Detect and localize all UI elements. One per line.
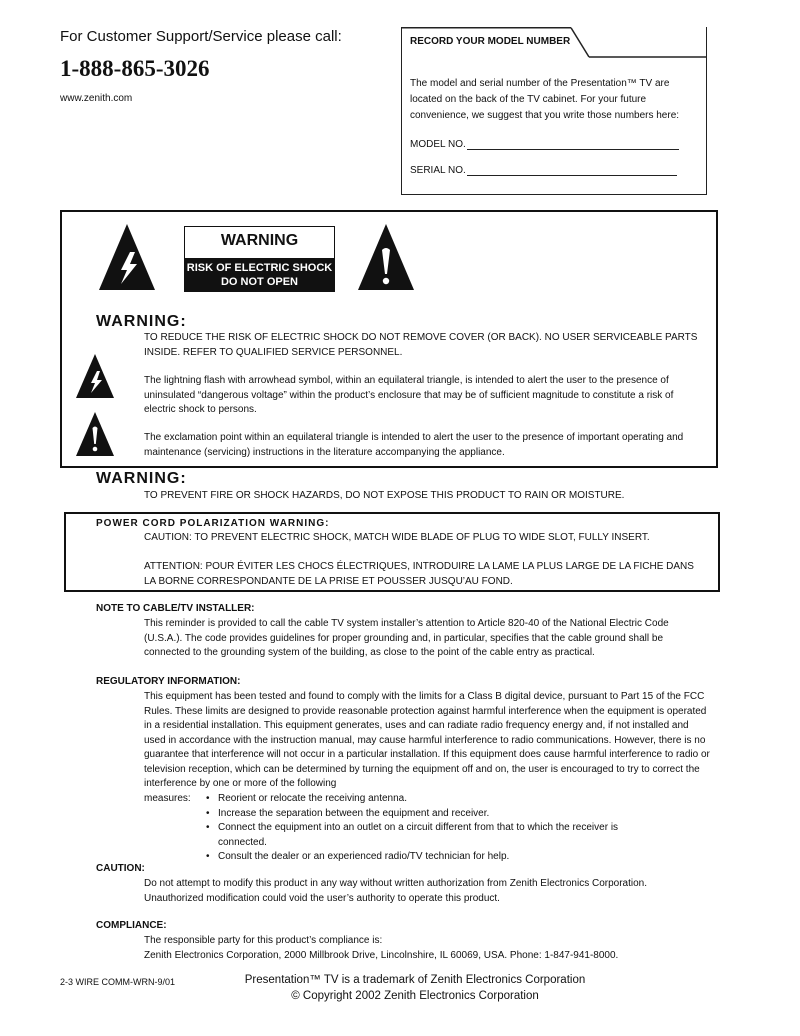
cable-note-text: This reminder is provided to call the cable TV system installer’s attention to Article 820-40 of the National Electric Code (U.S.A.). The code provides guidelines for proper grounding and, in particular, specifies that the cable ground shall be connected to the grounding system of the building, as close to the point of the cable entry as practical. (144, 618, 669, 658)
power-cord-heading: POWER CORD POLARIZATION WARNING: (96, 518, 330, 529)
serial-number-field[interactable] (410, 164, 677, 176)
exclamation-warning-icon (356, 222, 416, 292)
warning-heading: WARNING: (96, 313, 187, 330)
regulatory-text: This equipment has been tested and found to comply with the limits for a Class B digital device, pursuant to Part 15 of the FCC Rules. These limits are designed to provide reasonable protection against harmful interference when the equipment is operated in a residential installation. This equipment generates, uses and can radiate radio frequency energy and, if not installed and used in accordance with the instruction manual, may cause harmful interference to radio communications. However, there is no guarantee that interference will not occur in a particular installation. If this equipment does cause harmful interference to radio or television reception, which can be determined by turning the equipment off and on, the user is encouraged to try to correct the interference by one or more of the following (144, 691, 710, 789)
list-item: • Reorient or relocate the receiving antenna. (206, 792, 626, 807)
lightning-warning-icon-small (74, 352, 116, 400)
website-link[interactable]: www.zenith.com (60, 93, 133, 104)
measures-label: measures: (144, 793, 191, 804)
model-number-field[interactable] (410, 138, 679, 150)
warning-moisture-text: TO PREVENT FIRE OR SHOCK HAZARDS, DO NOT EXPOSE THIS PRODUCT TO RAIN OR MOISTURE. (144, 490, 625, 501)
caution-heading: CAUTION: (96, 863, 145, 874)
warning-label-line1: RISK OF ELECTRIC SHOCK (186, 262, 333, 274)
regulatory-heading: REGULATORY INFORMATION: (96, 676, 241, 687)
support-label: For Customer Support/Service please call: (60, 28, 342, 45)
list-item: • Connect the equipment into an outlet on a circuit different from that to which the receiver is connected. (206, 821, 626, 850)
footer-code: 2-3 WIRE COMM-WRN-9/01 (60, 977, 176, 987)
warning-moisture-heading: WARNING: (96, 470, 187, 487)
footer-copyright: © Copyright 2002 Zenith Electronics Corporation (291, 990, 539, 1002)
measures-list (206, 792, 626, 865)
footer-trademark: Presentation™ TV is a trademark of Zenith Electronics Corporation (244, 974, 586, 986)
warning-label-line2: DO NOT OPEN (220, 276, 298, 288)
model-record-title: RECORD YOUR MODEL NUMBER (410, 36, 571, 47)
compliance-heading: COMPLIANCE: (96, 920, 167, 931)
caution-text: Do not attempt to modify this product in any way without written authorization from Zenith Electronics Corporation. Unauthorized modification could void the user’s authority to operate this product. (144, 878, 648, 904)
lightning-symbol-text: The lightning flash with arrowhead symbol, within an equilateral triangle, is intended to alert the user to the presence of uninsulated “dangerous voltage” within the product’s enclosure that may be of sufficient magnitude to constitute a risk of electric shock to persons. (144, 375, 674, 415)
warning-main-text: TO REDUCE THE RISK OF ELECTRIC SHOCK DO NOT REMOVE COVER (OR BACK). NO USER SERVICEABLE PARTS INSIDE. REFER TO QUALIFIED SERVICE PERSONNEL. (144, 332, 698, 358)
list-item: • Consult the dealer or an experienced radio/TV technician for help. (206, 850, 626, 865)
power-cord-attention: ATTENTION: POUR ÉVITER LES CHOCS ÉLECTRIQUES, INTRODUIRE LA LAME LA PLUS LARGE DE LA FICHE DANS LA BORNE CORRESPONDANTE DE LA PRISE ET POUSSER JUSQU’AU FOND. (144, 561, 694, 587)
warning-label-title: WARNING (220, 232, 299, 249)
warning-label-banner (184, 258, 335, 292)
exclamation-symbol-text: The exclamation point within an equilateral triangle is intended to alert the user to the presence of important operating and maintenance (servicing) instructions in the literature accompanying the appliance. (144, 432, 684, 458)
exclamation-warning-icon-small (74, 410, 116, 458)
compliance-line2: Zenith Electronics Corporation, 2000 Millbrook Drive, Lincolnshire, IL 60069, USA. Phone: 1-847-941-8000. (144, 950, 619, 961)
cable-note-heading: NOTE TO CABLE/TV INSTALLER: (96, 603, 255, 614)
support-phone: 1-888-865-3026 (60, 56, 210, 81)
list-item: • Increase the separation between the equipment and receiver. (206, 807, 626, 822)
lightning-warning-icon (97, 222, 157, 292)
serial-number-label: SERIAL NO. (410, 165, 466, 176)
model-number-label: MODEL NO. (410, 139, 466, 150)
compliance-line1: The responsible party for this product’s compliance is: (144, 935, 383, 946)
model-record-text: The model and serial number of the Presentation™ TV are located on the back of the TV cabinet. For your future convenience, we suggest that you write those numbers here: (410, 78, 680, 121)
folder-tab-outline (401, 27, 707, 67)
power-cord-caution: CAUTION: TO PREVENT ELECTRIC SHOCK, MATCH WIDE BLADE OF PLUG TO WIDE SLOT, FULLY INSERT. (144, 532, 650, 543)
